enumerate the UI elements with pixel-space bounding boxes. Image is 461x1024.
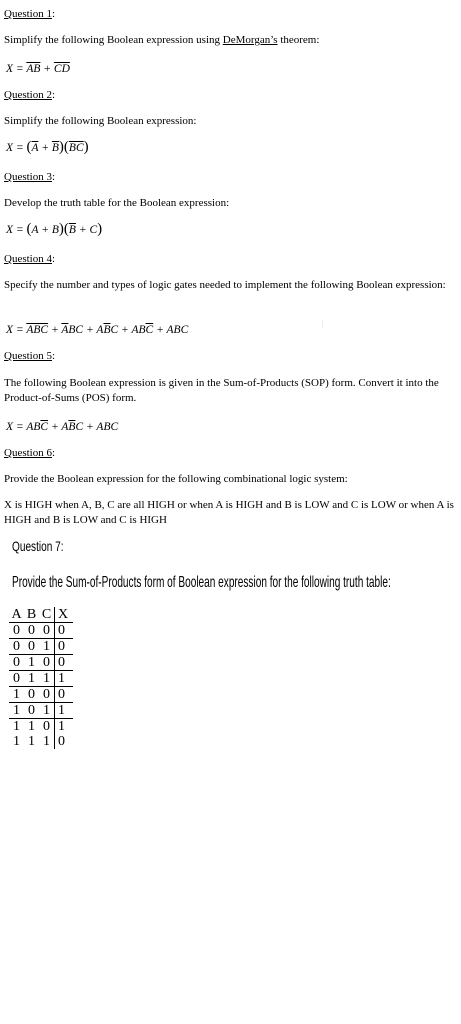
table-cell: 0: [55, 639, 74, 655]
q6-description: X is HIGH when A, B, C are all HIGH or when A is HIGH and B is LOW and C is LOW or when A is HIGH and B is LOW and C is HIGH: [4, 499, 454, 526]
q5-expression: [6, 420, 457, 435]
table-row: [9, 687, 73, 703]
table-row: [9, 671, 73, 687]
q4-term: $\overline{B}$: [103, 324, 111, 336]
table-cell: 0: [24, 623, 39, 639]
q2-paren: (: [26, 139, 32, 155]
table-cell: 0: [55, 623, 74, 639]
table-cell: 0: [39, 655, 55, 671]
table-cell: 0: [9, 623, 24, 639]
q2-heading: Question 2: [4, 89, 52, 101]
table-cell: 1: [13, 734, 20, 749]
col-header-a: A: [9, 607, 24, 623]
q6-colon: :: [51, 447, 56, 459]
q3-b: $\overline{B}$: [68, 224, 76, 236]
q2-expression: [6, 140, 457, 156]
q2-instruction: Simplify the following Boolean expression:: [4, 115, 197, 127]
q1-text-post: theorem:: [277, 34, 320, 46]
col-header-x: X: [55, 607, 74, 623]
q3-paren: (: [26, 221, 32, 237]
truth-table: [9, 607, 73, 749]
q3-paren: ): [97, 221, 103, 237]
table-cell: 1: [43, 734, 50, 749]
q3-sum1: A + B: [31, 224, 59, 236]
table-cell: 1: [24, 655, 39, 671]
q6-instruction: Provide the Boolean expression for the following combinational logic system:: [4, 473, 348, 485]
table-cell: 1: [24, 671, 39, 687]
q3-heading: Question 3: [4, 171, 52, 183]
table-cell: 1: [9, 703, 24, 719]
q6-heading-line: [4, 446, 457, 461]
q4-term: A: [96, 324, 104, 336]
q5-heading: Question 5: [4, 350, 52, 362]
table-cell: 1: [9, 687, 24, 703]
q1-theorem-name: DeMorgan’s: [222, 34, 278, 46]
table-row: [9, 639, 73, 655]
q3-instruction: Develop the truth table for the Boolean expression:: [4, 197, 230, 209]
q1-heading-line: [4, 7, 457, 22]
q4-term: $\overline{ABC}$: [26, 324, 49, 336]
table-cell: 0: [39, 687, 55, 703]
q5-term: C: [75, 421, 84, 433]
q1-heading: Question 1: [4, 8, 52, 20]
q4-term: $\overline{C}$: [145, 324, 154, 336]
q3-expression: [6, 222, 457, 238]
q5-colon: :: [51, 350, 56, 362]
col-header-c: C: [39, 607, 55, 623]
q4-plus: +: [48, 324, 62, 336]
table-cell: 1: [55, 703, 74, 719]
q1-term1: $\overline{AB}$: [26, 63, 41, 75]
q2-paren: ): [83, 139, 89, 155]
table-cell: 0: [55, 687, 74, 703]
q3-rest: + C: [75, 224, 98, 236]
table-row: [9, 623, 73, 639]
q2-colon: :: [51, 89, 56, 101]
table-row: [9, 655, 73, 671]
q4-plus: +: [83, 324, 97, 336]
q5-term: AB: [26, 421, 41, 433]
q5-plus: +: [48, 421, 62, 433]
table-cell: 1: [55, 671, 74, 687]
table-cell: 1: [13, 719, 20, 734]
faint-mark: [322, 320, 323, 328]
table-cell: 0: [39, 623, 55, 639]
table-row: [9, 719, 73, 735]
table-row: [9, 703, 73, 719]
q3-lhs: X =: [6, 224, 27, 236]
q4-instruction: Specify the number and types of logic gates needed to implement the following Boolean expression:: [4, 279, 446, 291]
table-cell: 0: [55, 734, 74, 749]
q2-plus: +: [38, 142, 52, 154]
q4-term: $\overline{A}$: [61, 324, 69, 336]
q5-lhs: X =: [6, 421, 27, 433]
q5-instruction: The following Boolean expression is given in the Sum-of-Products (SOP) form. Convert it into the Product-of-Sums (POS) form.: [4, 377, 439, 404]
q1-colon: :: [51, 8, 56, 20]
q1-plus: +: [40, 63, 54, 75]
table-cell: 0: [24, 687, 39, 703]
truth-table-header-row: [9, 607, 73, 623]
table-cell: 1: [28, 719, 35, 734]
q4-plus: +: [118, 324, 132, 336]
q4-colon: :: [51, 253, 56, 265]
q6-heading: Question 6: [4, 447, 52, 459]
table-cell: 1: [39, 671, 55, 687]
q2-b: $\overline{B}$: [51, 142, 59, 154]
q4-term: C: [110, 324, 119, 336]
q2-heading-line: [4, 88, 457, 103]
q1-instruction: [4, 33, 457, 48]
table-cell: 1: [39, 639, 55, 655]
q4-lhs: X =: [6, 324, 27, 336]
table-cell: 0: [24, 703, 39, 719]
q2-bc: $\overline{BC}$: [68, 142, 84, 154]
q4-heading-line: [4, 252, 457, 267]
table-cell: 0: [24, 639, 39, 655]
q2-lhs: X =: [6, 142, 27, 154]
table-cell: 0: [43, 719, 50, 734]
table-cell: 0: [9, 655, 24, 671]
q1-lhs: X =: [6, 63, 27, 75]
q3-heading-line: [4, 170, 457, 185]
q4-expression: [6, 323, 457, 338]
q5-plus: +: [83, 421, 97, 433]
q5-term: A: [61, 421, 69, 433]
table-cell: 0: [9, 639, 24, 655]
q4-plus: +: [153, 324, 167, 336]
q5-heading-line: [4, 349, 457, 364]
q5-term: $\overline{C}$: [40, 421, 49, 433]
table-cell: 0: [55, 655, 74, 671]
q1-expression: [6, 62, 457, 77]
q4-term: BC: [68, 324, 84, 336]
q4-heading: Question 4: [4, 253, 52, 265]
table-cell: 1: [55, 719, 74, 735]
col-header-b: B: [24, 607, 39, 623]
q3-colon: :: [51, 171, 56, 183]
q5-term: ABC: [96, 421, 119, 433]
q5-term: $\overline{B}$: [68, 421, 76, 433]
q1-text-pre: Simplify the following Boolean expression using: [4, 34, 223, 46]
q3-paren: )(: [58, 221, 69, 237]
q4-term: AB: [131, 324, 146, 336]
q2-paren: )(: [58, 139, 69, 155]
q4-term: ABC: [166, 324, 189, 336]
table-row: [9, 734, 73, 749]
q7-heading: Question 7:: [12, 538, 64, 554]
q7-instruction: Provide the Sum-of-Products form of Boolean expression for the following truth table:: [12, 574, 391, 591]
table-cell: 1: [28, 734, 35, 749]
table-cell: 0: [9, 671, 24, 687]
q2-a: $\overline{A}$: [31, 142, 39, 154]
table-cell: 1: [39, 703, 55, 719]
q1-term2: $\overline{CD}$: [53, 63, 70, 75]
